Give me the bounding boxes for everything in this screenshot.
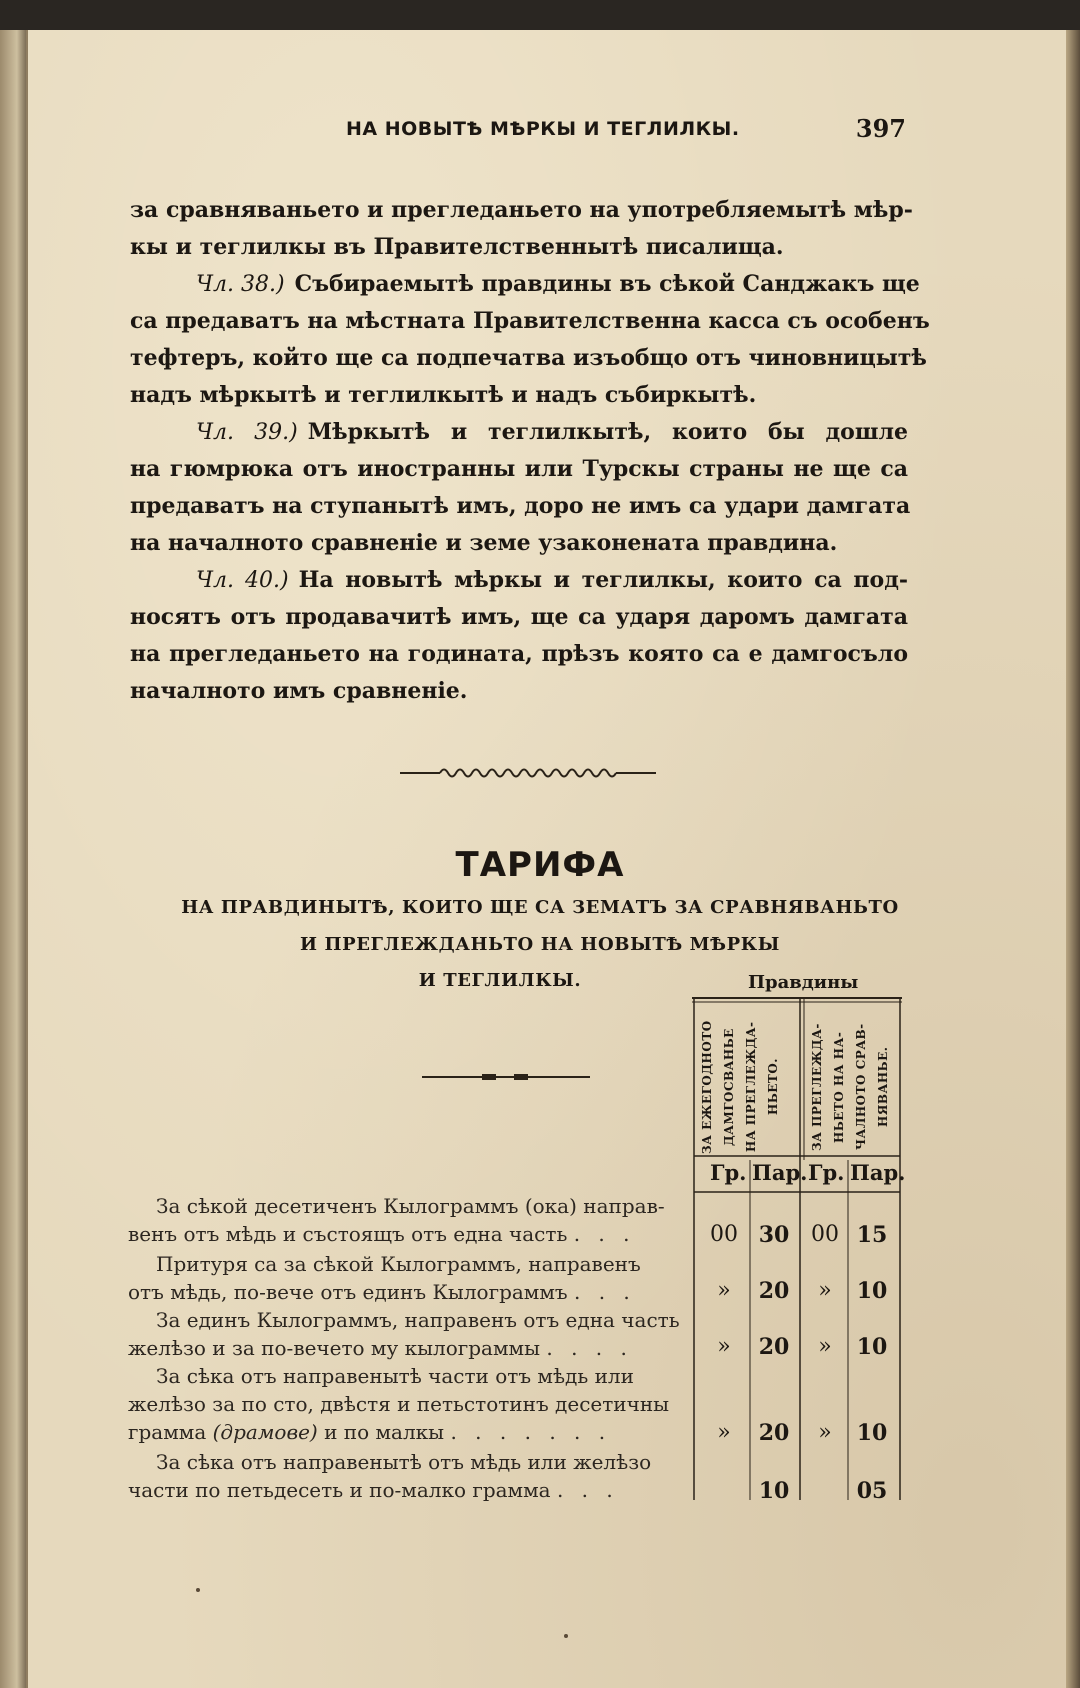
column-header-annual: ЗА ЕЖЕГОДНОТО: [700, 1020, 714, 1154]
table-cell: »: [717, 1278, 731, 1303]
table-cell: »: [818, 1334, 832, 1359]
column-header-initial: НЯВАНЬЕ.: [876, 1046, 890, 1128]
text-line: Чл. 39.) Мѣркытѣ и теглилкытѣ, които бы дошле: [196, 419, 908, 445]
table-cell: 20: [758, 1420, 790, 1446]
article-number: Чл. 39.): [196, 420, 298, 445]
text-line: на прегледаньето на годината, прѣзъ която са е дамгосъло: [130, 641, 908, 667]
column-header-initial: ЗА ПРЕГЛЕЖДА-: [810, 1023, 824, 1151]
text-line: Чл. 38.) Събираемытѣ правдины въ сѣкой Санджакъ ще: [196, 271, 920, 297]
table-row-description: За сѣкой десетиченъ Кылограммъ (ока) направ- венъ отъ мѣдь и състоящъ отъ една часть . . .: [128, 1194, 665, 1246]
article-number: Чл. 38.): [196, 272, 285, 297]
table-cell: 00: [710, 1222, 738, 1247]
text-line: надъ мѣркытѣ и теглилкытѣ и надъ събиркытѣ.: [130, 382, 757, 408]
column-header-annual: НЬЕТО.: [766, 1058, 780, 1116]
tariff-subtitle: И ПРЕГЛЕЖДАНЬТО НА НОВЫТѢ МѢРКЫ: [300, 934, 780, 955]
table-cell: 10: [856, 1420, 888, 1446]
table-cell: 20: [758, 1334, 790, 1360]
tariff-title: ТАРИФА: [455, 845, 625, 885]
table-cell: 00: [811, 1222, 839, 1247]
ornamental-rule: [422, 1074, 590, 1080]
unit-grosh: Гр.: [710, 1160, 747, 1185]
text-line: Чл. 40.) На новытѣ мѣркы и теглилкы, които са под-: [196, 567, 908, 593]
text-line: кы и теглилкы въ Правителственнытѣ писалища.: [130, 234, 784, 260]
unit-para: Пар.: [850, 1160, 906, 1185]
table-cell: 10: [758, 1478, 790, 1504]
running-title: НА НОВЫТѢ МѢРКЫ И ТЕГЛИЛКЫ.: [346, 118, 740, 140]
table-cell: »: [717, 1420, 731, 1445]
article-number: Чл. 40.): [196, 568, 289, 593]
text-line: носятъ отъ продавачитѣ имъ, ще са ударя даромъ дамгата: [130, 604, 908, 630]
text-line: тефтеръ, който ще са подпечатва изъобщо отъ чиновницытѣ: [130, 345, 927, 371]
text-line: за сравняваньето и прегледаньето на употребляемытѣ мѣр-: [130, 197, 913, 223]
wavy-divider: [400, 766, 656, 780]
page-number: 397: [855, 114, 906, 143]
article-text: [130, 192, 930, 710]
unit-grosh: Гр.: [808, 1160, 845, 1185]
paper-speck: [196, 1588, 200, 1592]
table-cell: 05: [856, 1478, 888, 1504]
paper-speck: [564, 1634, 568, 1638]
tariff-subtitle: НА ПРАВДИНЫТѢ, КОИТО ЩЕ СА ЗЕМАТЪ ЗА СРАВНЯВАНЬТО: [181, 897, 899, 918]
table-cell: »: [717, 1334, 731, 1359]
table-cell: 10: [856, 1334, 888, 1360]
column-group-label: Правдины: [748, 972, 859, 993]
running-header: [300, 110, 920, 150]
table-cell: »: [818, 1278, 832, 1303]
tariff-subtitle: И ТЕГЛИЛКЫ.: [418, 970, 582, 991]
text-line: са предаватъ на мѣстната Правителственна касса съ особенъ: [130, 308, 930, 334]
column-header-initial: НЬЕТО НА НА-: [832, 1031, 846, 1143]
unit-para: Пар.: [752, 1160, 808, 1185]
table-row-description: За единъ Кылограммъ, направенъ отъ една часть желѣзо и за по-вечето му кылограммы . . . .: [128, 1308, 680, 1360]
table-cell: 20: [758, 1278, 790, 1304]
table-cell: 10: [856, 1278, 888, 1304]
table-cell: 15: [856, 1222, 888, 1248]
table-cell: 30: [758, 1222, 790, 1248]
text-line: на началното сравненіе и земе узаконената правдина.: [130, 530, 838, 556]
column-header-annual: НА ПРЕГЛЕЖДА-: [744, 1021, 758, 1153]
table-row-description: Притуря са за сѣкой Кылограммъ, направенъ отъ мѣдь, по-вече отъ единъ Кылограммъ . . .: [128, 1252, 641, 1304]
table-cell: »: [818, 1420, 832, 1445]
table-row-description: За сѣка отъ направенытѣ части отъ мѣдь или желѣзо за по сто, двѣстя и петьстотинъ десетичны грамма (драмове) и по малкы . . . . . . .: [128, 1364, 670, 1444]
text-line: началното имъ сравненіе.: [130, 678, 468, 704]
column-header-annual: ДАМГОСВАНЬЕ: [722, 1028, 736, 1146]
table-row-description: За сѣка отъ направенытѣ отъ мѣдь или желѣзо части по петьдесеть и по-малко грамма . . .: [128, 1450, 652, 1502]
text-line: предаватъ на ступанытѣ имъ, доро не имъ са удари дамгата: [130, 493, 911, 519]
text-line: на гюмрюка отъ иностранны или Турскы страны не ще са: [130, 456, 908, 482]
column-header-initial: ЧАЛНОТО СРАВ-: [854, 1023, 868, 1151]
